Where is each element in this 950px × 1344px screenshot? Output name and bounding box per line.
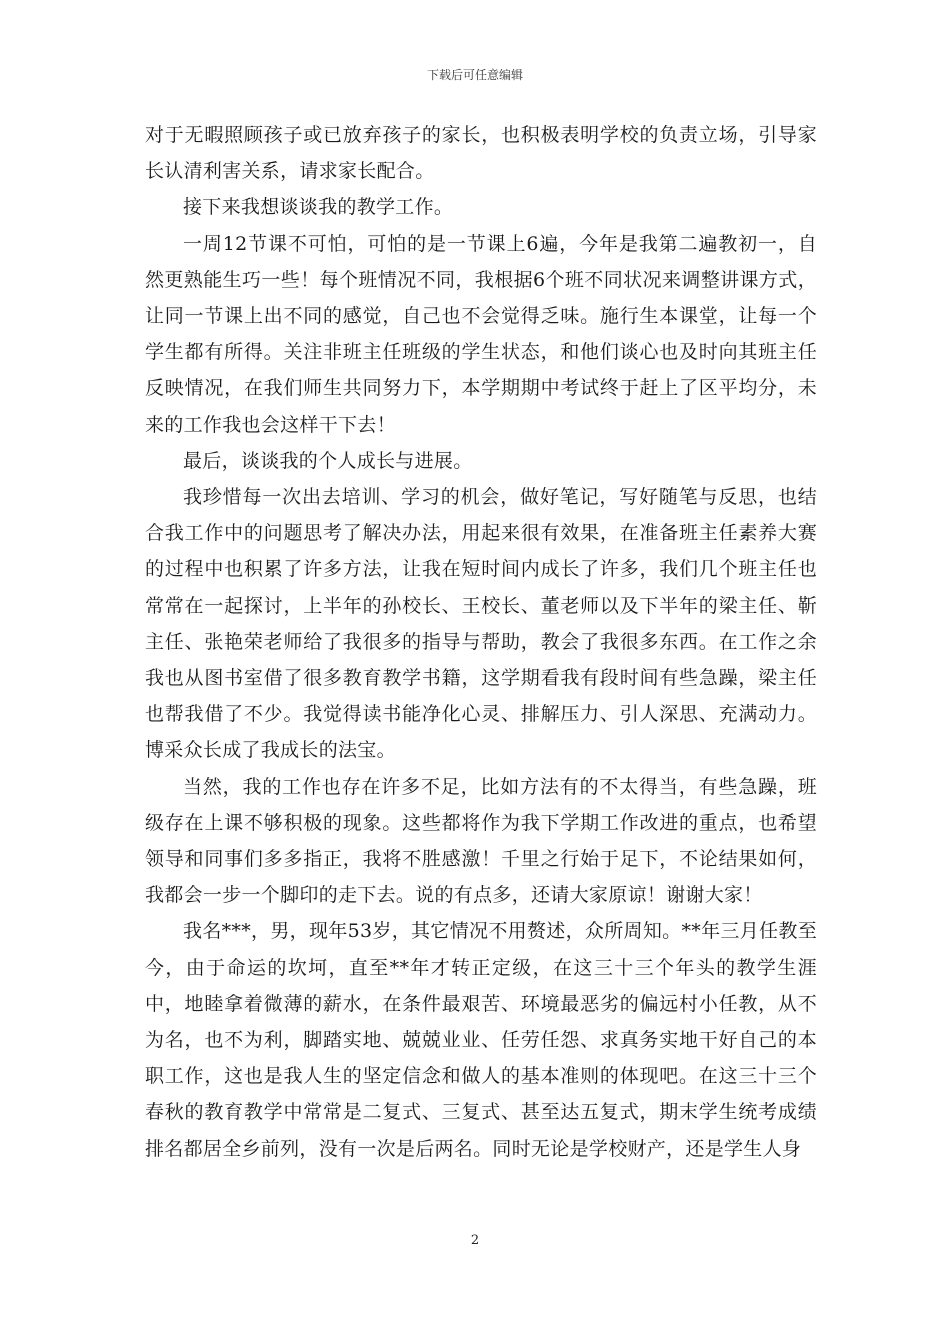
- paragraph: 我珍惜每一次出去培训、学习的机会，做好笔记，写好随笔与反思，也结合我工作中的问题思考了解决办法，用起来很有效果，在准备班主任素养大赛的过程中也积累了许多方法，让我在短时间内成长了许多，我们几个班主任也常常在一起探讨，上半年的孙校长、王校长、董老师以及下半年的梁主任、靳主任、张艳荣老师给了我很多的指导与帮助，教会了我很多东西。在工作之余我也从图书室借了很多教育教学书籍，这学期看我有段时间有些急躁，梁主任也帮我借了不少。我觉得读书能净化心灵、排解压力、引人深思、充满动力。博采众长成了我成长的法宝。: [145, 486, 817, 762]
- document-body: [145, 117, 817, 1167]
- page-header: 下载后可任意编辑: [426, 68, 523, 82]
- paragraph: 最后，谈谈我的个人成长与进展。: [183, 449, 473, 472]
- paragraph: 一周12节课不可怕，可怕的是一节课上6遍，今年是我第二遍教初一，自然更熟能生巧一些！每个班情况不同，我根据6个班不同状况来调整讲课方式，让同一节课上出不同的感觉，自己也不会觉得乏味。施行生本课堂，让每一个学生都有所得。关注非班主任班级的学生状态，和他们谈心也及时向其班主任反映情况，在我们师生共同努力下，本学期期中考试终于赶上了区平均分，未来的工作我也会这样干下去！: [145, 232, 817, 436]
- page-number: 2: [470, 1233, 480, 1248]
- paragraph: 接下来我想谈谈我的教学工作。: [183, 196, 454, 219]
- paragraph: 当然，我的工作也存在许多不足，比如方法有的不太得当，有些急躁，班级存在上课不够积极的现象。这些都将作为我下学期工作改进的重点，也希望领导和同事们多多指正，我将不胜感激！千里之行始于足下，不论结果如何，我都会一步一个脚印的走下去。说的有点多，还请大家原谅！谢谢大家！: [145, 775, 817, 907]
- paragraph: 我名***，男，现年53岁，其它情况不用赘述，众所周知。**年三月任教至今，由于命运的坎坷，直至**年才转正定级，在这三十三个年头的教学生涯中，地睦拿着微薄的薪水，在条件最艰苦、环境最恶劣的偏远村小任教，从不为名，也不为利，脚踏实地、兢兢业业、任劳任怨、求真务实地干好自己的本职工作，这也是我人生的坚定信念和做人的基本准则的体现吧。在这三十三个春秋的教育教学中常常是二复式、三复式、甚至达五复式，期末学生统考成绩排名都居全乡前列，没有一次是后两名。同时无论是学校财产，还是学生人身: [145, 920, 817, 1160]
- paragraph: 对于无暇照顾孩子或已放弃孩子的家长，也积极表明学校的负责立场，引导家长认清利害关系，请求家长配合。: [145, 124, 817, 183]
